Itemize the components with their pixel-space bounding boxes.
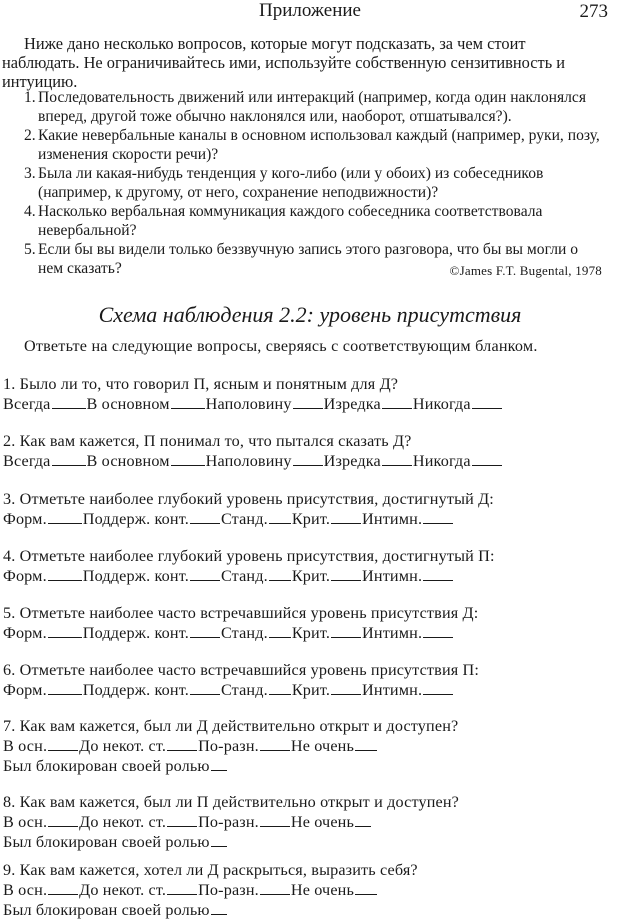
item-question: 2. Как вам кажется, П понимал то, что пытался сказать Д? xyxy=(3,432,412,450)
list-item-text: Насколько вербальная коммуникация каждого собеседника соответствовала невербальной? xyxy=(38,203,543,239)
item-question: 7. Как вам кажется, был ли Д действительно открыт и доступен? xyxy=(3,717,459,735)
answer-blank[interactable] xyxy=(171,464,205,466)
list-item-number: 5. xyxy=(24,241,36,258)
section-title: Схема наблюдения 2.2: уровень присутствия xyxy=(98,302,522,327)
answer-blank[interactable] xyxy=(269,636,291,638)
answer-blank[interactable] xyxy=(48,693,82,695)
option-label: Всегда xyxy=(3,395,51,413)
item-options xyxy=(3,736,613,756)
running-title: Приложение xyxy=(259,0,361,21)
answer-blank[interactable] xyxy=(269,693,291,695)
list-item-text: Последовательность движений или интеракций (например, когда один наклонялся вперед, другой тоже обычно наклонялся или, наоборот, отшатывался?). xyxy=(38,89,587,125)
option-label: В осн. xyxy=(3,813,48,831)
item-question: 3. Отметьте наиболее глубокий уровень присутствия, достигнутый Д: xyxy=(3,490,494,508)
answer-blank[interactable] xyxy=(423,693,453,695)
page-number: 273 xyxy=(579,1,608,22)
option-label: До некот. ст. xyxy=(79,813,167,831)
option-label: Не очень xyxy=(290,737,355,755)
option-label: Поддерж. конт. xyxy=(82,681,189,699)
answer-blank[interactable] xyxy=(48,579,82,581)
option-label: До некот. ст. xyxy=(79,881,167,899)
list-item-text: Если бы вы видели только беззвучную запись этого разговора, что бы вы могли о нем сказать? xyxy=(38,241,579,277)
answer-blank[interactable] xyxy=(167,825,197,827)
list-item-number: 4. xyxy=(24,203,36,220)
answer-blank[interactable] xyxy=(423,522,453,524)
list-item-text: Была ли какая-нибудь тенденция у кого-либо (или у обоих) из собеседников (например, к другому, от него, сохранение неподвижности)? xyxy=(38,165,544,201)
option-label: По-разн. xyxy=(198,881,259,899)
answer-blank[interactable] xyxy=(190,522,220,524)
answer-blank[interactable] xyxy=(472,464,502,466)
option-label: Наполовину xyxy=(205,395,292,413)
item-options xyxy=(3,880,613,900)
item-options xyxy=(3,509,613,529)
observation-questions-list xyxy=(26,88,606,278)
answer-blank[interactable] xyxy=(382,407,412,409)
answer-blank[interactable] xyxy=(355,825,371,827)
option-label: Поддерж. конт. xyxy=(82,624,189,642)
answer-blank[interactable] xyxy=(423,636,453,638)
item-question: 1. Было ли то, что говорил П, ясным и понятным для Д? xyxy=(3,375,399,393)
answer-blank[interactable] xyxy=(355,749,377,751)
questionnaire-item xyxy=(3,792,613,852)
answer-blank[interactable] xyxy=(211,913,227,915)
item-options xyxy=(3,623,613,643)
option-label: До некот. ст. xyxy=(79,737,167,755)
option-label: Форм. xyxy=(3,624,47,642)
item-question: 9. Как вам кажется, хотел ли Д раскрыться, выразить себя? xyxy=(3,861,418,879)
answer-blank[interactable] xyxy=(48,749,78,751)
option-label: Форм. xyxy=(3,567,47,585)
option-label: По-разн. xyxy=(198,737,259,755)
option-label: В осн. xyxy=(3,737,48,755)
item-question: 4. Отметьте наиболее глубокий уровень присутствия, достигнутый П: xyxy=(3,547,495,565)
item-question: 6. Отметьте наиболее часто встречавшийся уровень присутствия П: xyxy=(3,661,480,679)
option-label: Был блокирован своей ролью xyxy=(3,901,210,919)
option-label: Крит. xyxy=(291,681,331,699)
questionnaire-item xyxy=(3,489,613,529)
copyright-credit: ©James F.T. Bugental, 1978 xyxy=(449,263,602,278)
option-label: Интимн. xyxy=(362,510,423,528)
answer-blank[interactable] xyxy=(382,464,412,466)
answer-blank[interactable] xyxy=(190,693,220,695)
item-options xyxy=(3,812,613,832)
answer-blank[interactable] xyxy=(167,749,197,751)
option-label: Был блокирован своей ролью xyxy=(3,833,210,851)
item-options xyxy=(3,680,613,700)
list-item-number: 2. xyxy=(24,127,36,144)
option-label: Интимн. xyxy=(362,567,423,585)
option-label: Форм. xyxy=(3,681,47,699)
item-extra-option xyxy=(3,832,613,852)
answer-blank[interactable] xyxy=(52,464,86,466)
option-label: Наполовину xyxy=(205,452,292,470)
answer-blank[interactable] xyxy=(260,893,290,895)
option-label: Станд. xyxy=(220,681,268,699)
section-intro: Ответьте на следующие вопросы, сверяясь с соответствующим бланком. xyxy=(24,337,538,355)
answer-blank[interactable] xyxy=(331,693,361,695)
answer-blank[interactable] xyxy=(355,893,377,895)
answer-blank[interactable] xyxy=(48,825,78,827)
answer-blank[interactable] xyxy=(472,407,502,409)
option-label: Поддерж. конт. xyxy=(82,567,189,585)
option-label: Крит. xyxy=(291,567,331,585)
list-item xyxy=(26,164,606,202)
option-label: Изредка xyxy=(323,395,381,413)
intro-text: Ниже дано несколько вопросов, которые могут подсказать, за чем стоит наблюдать. Не ограничивайтесь ими, используйте собственную сензитивность и интуицию. xyxy=(2,34,566,91)
answer-blank[interactable] xyxy=(331,636,361,638)
answer-blank[interactable] xyxy=(190,579,220,581)
list-item xyxy=(26,88,606,126)
answer-blank[interactable] xyxy=(211,845,227,847)
option-label: Станд. xyxy=(220,624,268,642)
option-label: По-разн. xyxy=(198,813,259,831)
answer-blank[interactable] xyxy=(269,522,291,524)
item-options xyxy=(3,394,613,414)
answer-blank[interactable] xyxy=(167,893,197,895)
answer-blank[interactable] xyxy=(48,636,82,638)
answer-blank[interactable] xyxy=(260,825,290,827)
option-label: Никогда xyxy=(412,452,471,470)
answer-blank[interactable] xyxy=(171,407,205,409)
option-label: Поддерж. конт. xyxy=(82,510,189,528)
questionnaire-item xyxy=(3,860,613,920)
option-label: Крит. xyxy=(291,510,331,528)
item-extra-option xyxy=(3,756,613,776)
list-item-number: 1. xyxy=(24,89,36,106)
answer-blank[interactable] xyxy=(331,522,361,524)
option-label: Интимн. xyxy=(362,624,423,642)
option-label: Интимн. xyxy=(362,681,423,699)
answer-blank[interactable] xyxy=(331,579,361,581)
answer-blank[interactable] xyxy=(211,769,227,771)
questionnaire-item xyxy=(3,660,613,700)
questionnaire-item xyxy=(3,374,613,414)
list-item xyxy=(26,202,606,240)
option-label: Станд. xyxy=(220,567,268,585)
answer-blank[interactable] xyxy=(269,579,291,581)
questionnaire-item xyxy=(3,716,613,776)
option-label: Всегда xyxy=(3,452,51,470)
answer-blank[interactable] xyxy=(48,893,78,895)
questionnaire-item xyxy=(3,546,613,586)
option-label: Не очень xyxy=(290,813,355,831)
questionnaire-item xyxy=(3,603,613,643)
running-header xyxy=(0,0,620,24)
option-label: Форм. xyxy=(3,510,47,528)
answer-blank[interactable] xyxy=(293,407,323,409)
item-options xyxy=(3,566,613,586)
answer-blank[interactable] xyxy=(52,407,86,409)
list-item-text: Какие невербальные каналы в основном использовал каждый (например, руки, позу, изменения скорости речи)? xyxy=(38,127,600,163)
option-label: Станд. xyxy=(220,510,268,528)
option-label: В основном xyxy=(86,395,170,413)
option-label: Изредка xyxy=(323,452,381,470)
option-label: В основном xyxy=(86,452,170,470)
item-options xyxy=(3,451,613,471)
answer-blank[interactable] xyxy=(293,464,323,466)
option-label: Не очень xyxy=(290,881,355,899)
list-item-number: 3. xyxy=(24,165,36,182)
answer-blank[interactable] xyxy=(260,749,290,751)
list-item xyxy=(26,126,606,164)
answer-blank[interactable] xyxy=(190,636,220,638)
option-label: Был блокирован своей ролью xyxy=(3,757,210,775)
item-question: 5. Отметьте наиболее часто встречавшийся уровень присутствия Д: xyxy=(3,604,479,622)
option-label: Никогда xyxy=(412,395,471,413)
answer-blank[interactable] xyxy=(48,522,82,524)
option-label: Крит. xyxy=(291,624,331,642)
answer-blank[interactable] xyxy=(423,579,453,581)
option-label: В осн. xyxy=(3,881,48,899)
item-question: 8. Как вам кажется, был ли П действительно открыт и доступен? xyxy=(3,793,459,811)
item-extra-option xyxy=(3,900,613,920)
questionnaire-item xyxy=(3,431,613,471)
intro-paragraph xyxy=(2,34,602,91)
